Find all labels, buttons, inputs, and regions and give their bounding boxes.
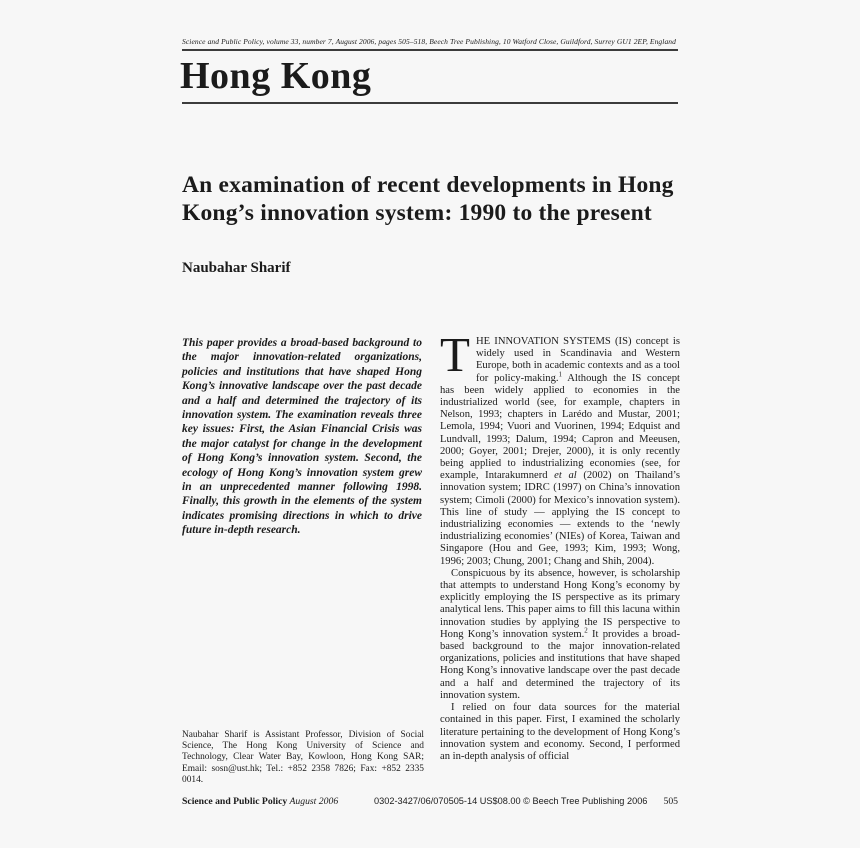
body-paragraph-1 xyxy=(440,327,680,568)
lead-in-caps: HE INNOVATION SYSTEMS xyxy=(475,336,611,347)
paragraph-text: I relied on four data sources for the material contained in this paper. First, I examined the scholarly literature pertaining to the development of Hong Kong’s innovation system and economy. Second, I performed an in-depth analysis of official xyxy=(440,702,680,762)
paragraph-text: (IS) concept is widely used in Scandinavia and Western Europe, both in academic contexts and as a tool for policy-making. xyxy=(475,336,680,384)
author-affiliation-footnote: Naubahar Sharif is Assistant Professor, Division of Social Science, The Hong Kong University of Science and Technology, Clear Water Bay, Kowloon, Hong Kong SAR; Email: sosn@ust.hk; Tel.: +852 2358 7826; Fax: +852 2335 0014. xyxy=(182,730,424,785)
body-paragraph-3 xyxy=(440,702,680,763)
section-title: Hong Kong xyxy=(180,55,372,97)
main-text-column xyxy=(440,327,680,763)
paragraph-text: It provides a broad-based background to the major innovation-related organizations, policies and institutions that have shaped Hong Kong’s innovative landscape over the past decade and a half and determined the trajectory of its innovation system. xyxy=(440,628,680,701)
paragraph-text: Conspicuous by its absence, however, is scholarship that attempts to understand Hong Kong’s economy by explicitly employing the IS perspective as its primary analytical lens. This paper aims to fill this lacuna within innovation studies by applying the IS perspective to Hong Kong’s innovation system. xyxy=(440,567,680,640)
body-paragraph-2 xyxy=(440,568,680,702)
footer-copyright-line: 0302-3427/06/070505-14 US$08.00 © Beech Tree Publishing 2006 xyxy=(374,796,648,806)
footer-page-number: 505 xyxy=(663,796,678,807)
running-head: Science and Public Policy, volume 33, number 7, August 2006, pages 505–518, Beech Tree Publishing, 10 Watford Close, Guildford, Surrey GU1 2EP, England xyxy=(182,37,677,46)
footer-issue-date: August 2006 xyxy=(287,796,339,807)
paragraph-text: Although the IS concept has been widely applied to economies in the industrialized world (see, for example, chapters in Nelson, 1993; chapters in Larédo and Mustar, 2001; Lemola, 1994; Vuori and Vuorinen, 1994; Edquist and Lundvall, 1993; Dalum, 1994; Capron and Meeusen, 2000; Goyer, 2001; Drejer, 2000), it is only recently being applied to industrializing economies (see, for example, Intarakumnerd xyxy=(440,372,680,482)
author-name: Naubahar Sharif xyxy=(182,260,291,276)
paragraph-text: (2002) on Thailand’s innovation system; IDRC (1997) on China’s innovation system; Cimoli (2000) for Mexico’s innovation system). This line of study — applying the IS concept to industrializing economies — extends to the ‘newly industrializing economies’ (NIEs) of Korea, Taiwan and Singapore (Hou and Gee, 1993; Kim, 1993; Wong, 1996; 2003; Chung, 2001; Chang and Shih, 2004). xyxy=(440,470,680,567)
drop-cap: T xyxy=(440,327,470,382)
footer-journal-name: Science and Public Policy xyxy=(182,796,288,807)
section-title-rule xyxy=(182,102,678,104)
page-footer xyxy=(182,796,678,810)
abstract: This paper provides a broad-based background to the major innovation-related organizations, policies and institutions that have shaped Hong Kong’s innovative landscape over the past decade and a half and determined the trajectory of its innovation system. The examination reveals three key issues: First, the Asian Financial Crisis was the major catalyst for change in the development of Hong Kong’s innovation system. Second, the ecology of Hong Kong’s innovation system grew in an unprecedented manner following 1998. Finally, this growth in the elements of the system indicates promising directions in which to drive future in-depth research. xyxy=(182,337,422,537)
et-al-italic: et al xyxy=(554,470,577,482)
footnote-ref-1: 1 xyxy=(558,370,563,379)
footnote-ref-2: 2 xyxy=(584,626,588,635)
footer-journal-line xyxy=(182,796,338,807)
article-title: An examination of recent developments in Hong Kong’s innovation system: 1990 to the present xyxy=(182,172,674,226)
header-rule xyxy=(182,49,678,51)
